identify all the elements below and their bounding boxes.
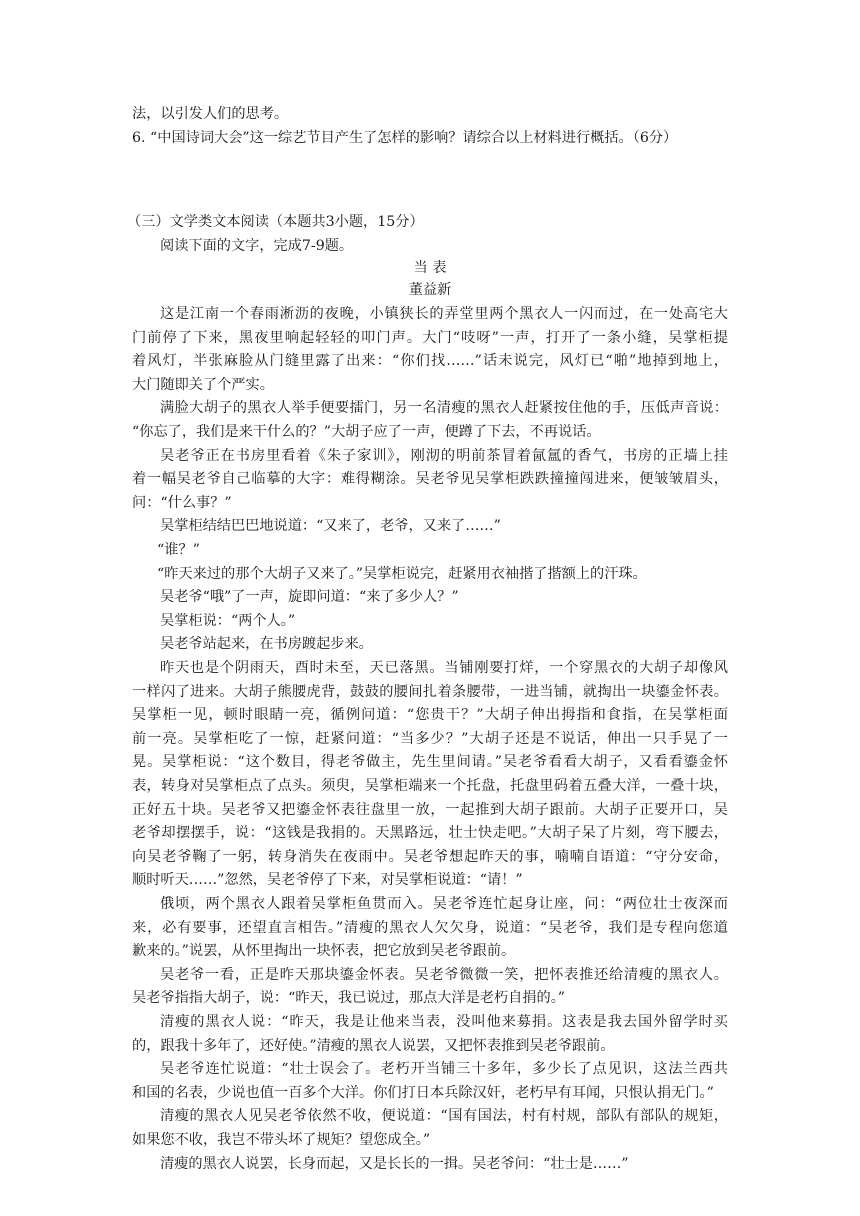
story-line: 吴掌柜一见，顿时眼睛一亮，循例问道：“您贵干？”大胡子伸出拇指和食指，在吴掌柜面 xyxy=(132,707,728,723)
story-line: 吴老爷指指大胡子，说：“昨天，我已说过，那点大洋是老朽自捐的。” xyxy=(132,990,566,1006)
story-line: 吴掌柜说：“两个人。” xyxy=(160,613,296,629)
story-line: “昨天来过的那个大胡子又来了。”吴掌柜说完，赶紧用衣袖揩了揩额上的汗珠。 xyxy=(157,566,647,582)
story-line: 吴老爷“哦”了一声，旋即问道：“来了多少人？” xyxy=(160,589,459,605)
story-line: 向吴老爷鞠了一躬，转身消失在夜雨中。吴老爷想起昨天的事，喃喃自语道：“守分安命， xyxy=(132,849,728,865)
story-line: 一样闪了进来。大胡子熊腰虎背，鼓鼓的腰间扎着条腰带，一进当铺，就掏出一块鎏金怀表。 xyxy=(132,684,728,700)
story-line: 的，跟我十多年了，还好使。”清瘦的黑衣人说罢，又把怀表推到吴老爷跟前。 xyxy=(132,1038,615,1054)
story-line: 满脸大胡子的黑衣人举手便要擂门，另一名清瘦的黑衣人赶紧按住他的手，压低声音说： xyxy=(160,400,728,416)
story-line: 吴老爷一看，正是昨天那块鎏金怀表。吴老爷微微一笑，把怀表推还给清瘦的黑衣人。 xyxy=(160,967,728,983)
story-line: 昨天也是个阴雨天，酉时未至，天已落黑。当铺刚要打烊，一个穿黑衣的大胡子却像风 xyxy=(160,660,728,676)
story-line: 这是江南一个春雨淅沥的夜晚，小镇狭长的弄堂里两个黑衣人一闪而过，在一处高宅大 xyxy=(160,306,728,322)
story-line: 清瘦的黑衣人见吴老爷依然不收，便说道：“国有国法，村有村规，部队有部队的规矩， xyxy=(160,1108,728,1124)
section-instruction: 阅读下面的文字，完成7-9题。 xyxy=(160,238,354,254)
story-line: 清瘦的黑衣人说：“昨天，我是让他来当表，没叫他来募捐。这表是我去国外留学时买 xyxy=(160,1014,728,1030)
story-title: 当 表 xyxy=(413,260,447,276)
story-line: 门前停了下来，黑夜里响起轻轻的叩门声。大门“吱呀”一声，打开了一条小缝，吴掌柜提 xyxy=(132,330,728,346)
story-line: 如果您不收，我岂不带头坏了规矩？望您成全。” xyxy=(132,1132,431,1148)
section-heading: （三）文学类文本阅读（本题共3小题，15分） xyxy=(127,214,424,230)
story-line: 正好五十块。吴老爷又把鎏金怀表往盘里一放，一起推到大胡子跟前。大胡子正要开口，吴 xyxy=(132,802,728,818)
story-line: 吴老爷正在书房里看着《朱子家训》，刚沏的明前茶冒着氤氲的香气，书房的正墙上挂 xyxy=(160,448,728,464)
story-line: 清瘦的黑衣人说罢，长身而起，又是长长的一揖。吴老爷问：“壮士是……” xyxy=(160,1156,629,1172)
story-line: 着一幅吴老爷自己临摹的大字：难得糊涂。吴老爷见吴掌柜跌跌撞撞闯进来，便皱皱眉头， xyxy=(132,471,728,487)
story-line: 吴老爷站起来，在书房踱起步来。 xyxy=(160,636,373,652)
story-line: 来，必有要事，还望直言相告。”清瘦的黑衣人欠欠身，说道：“吴老爷，我们是专程向您道 xyxy=(132,920,728,936)
story-line: “谁？” xyxy=(157,542,200,558)
story-line: 前一亮。吴掌柜吃了一惊，赶紧问道：“当多少？”大胡子还是不说话，伸出一只手晃了一 xyxy=(132,731,728,747)
continued-text-line: 法，以引发人们的思考。 xyxy=(132,106,289,122)
story-line: 晃。吴掌柜说：“这个数目，得老爷做主，先生里间请。”吴老爷看看大胡子，又看看鎏金怀 xyxy=(132,754,728,770)
story-author: 董益新 xyxy=(408,282,452,298)
story-line: 歉来的。”说罢，从怀里掏出一块怀表，把它放到吴老爷跟前。 xyxy=(132,943,516,959)
story-line: 和国的名表，少说也值一百多个大洋。你们打日本兵除汉奸，老朽早有耳闻，只恨认捐无门。” xyxy=(132,1085,714,1101)
story-line: 表，转身对吴掌柜点了点头。须臾，吴掌柜端来一个托盘，托盘里码着五叠大洋，一叠十块， xyxy=(132,778,728,794)
story-line: 老爷却摆摆手，说：“这钱是我捐的。天黑路远，壮士快走吧。”大胡子呆了片刻，弯下腰去， xyxy=(132,825,728,841)
story-line: 着风灯，半张麻脸从门缝里露了出来：“你们找……”话未说完，风灯已“啪”地掉到地上， xyxy=(132,353,728,369)
story-line: 俄顷，两个黑衣人跟着吴掌柜鱼贯而入。吴老爷连忙起身让座，问：“两位壮士夜深而 xyxy=(160,896,728,912)
story-line: 顺时听天……”忽然，吴老爷停了下来，对吴掌柜说道：“请！” xyxy=(132,872,523,888)
story-line: 问：“什么事？” xyxy=(132,495,232,511)
question-6: 6. “中国诗词大会”这一综艺节目产生了怎样的影响？请综合以上材料进行概括。（6分） xyxy=(132,130,678,146)
story-line: 大门随即关了个严实。 xyxy=(132,377,274,393)
story-line: 吴老爷连忙说道：“壮士误会了。老朽开当铺三十多年，多少长了点见识，这法兰西共 xyxy=(160,1061,728,1077)
story-line: 吴掌柜结结巴巴地说道：“又来了，老爷，又来了……” xyxy=(160,518,501,534)
story-line: “你忘了，我们是来干什么的？”大胡子应了一声，便蹲了下去，不再说话。 xyxy=(132,424,601,440)
